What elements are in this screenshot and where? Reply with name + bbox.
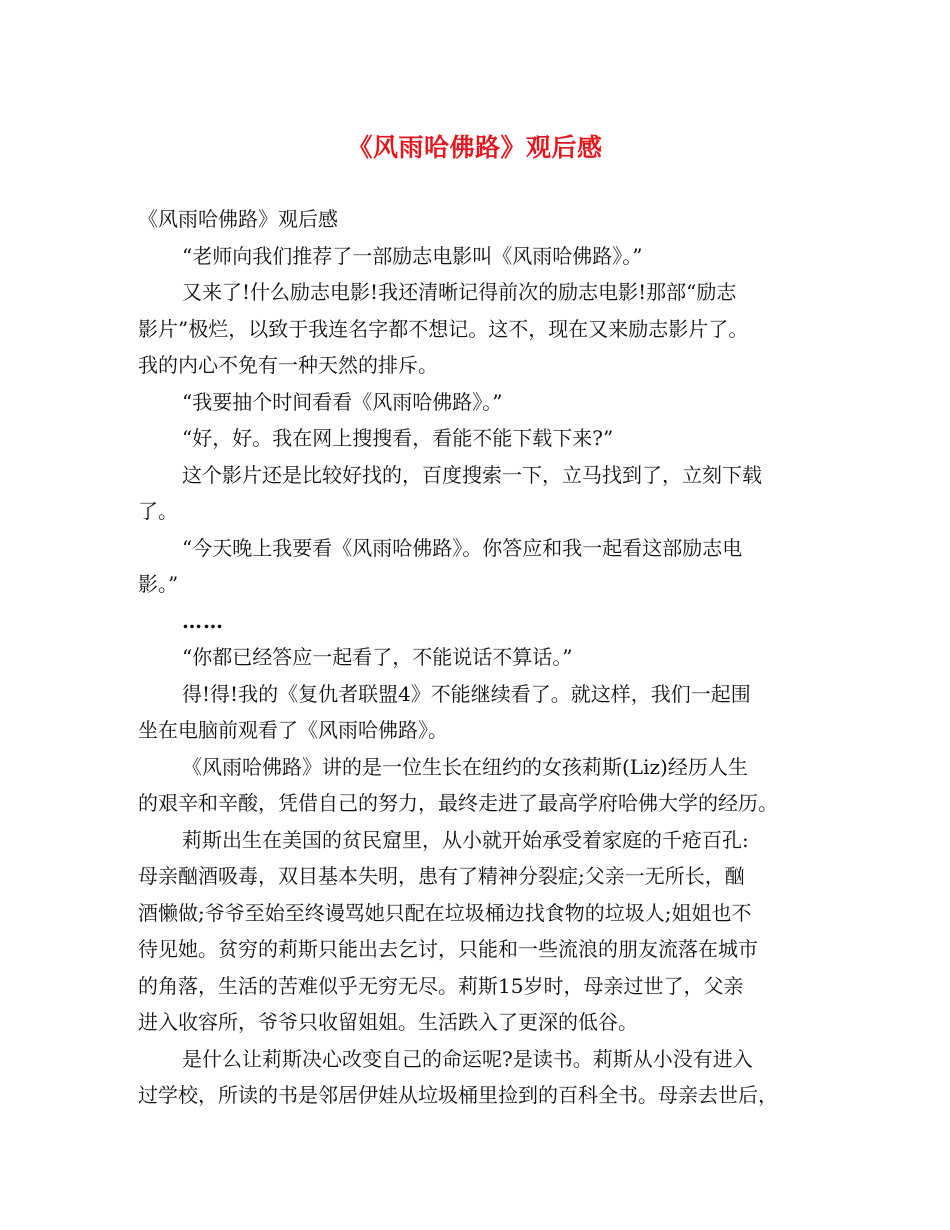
paragraph-line: 《风雨哈佛路》讲的是一位生长在纽约的女孩莉斯(Liz)经历人生 <box>182 754 748 779</box>
paragraph-line: 进入收容所，爷爷只收留姐姐。生活跌入了更深的低谷。 <box>138 1010 638 1034</box>
document-body <box>138 201 818 1114</box>
paragraph-line: 得!得!我的《复仇者联盟4》不能继续看了。就这样，我们一起围 <box>182 681 751 706</box>
paragraph-line: 是什么让莉斯决心改变自己的命运呢?是读书。莉斯从小没有进入 <box>182 1046 753 1071</box>
paragraph-line: 又来了!什么励志电影!我还清晰记得前次的励志电影!那部“励志 <box>182 280 737 304</box>
paragraph-line: 这个影片还是比较好找的，百度搜索一下，立马找到了，立刻下载 <box>182 462 762 487</box>
paragraph-line: 影片”极烂，以致于我连名字都不想记。这不，现在又来励志影片了。 <box>138 316 749 341</box>
paragraph-line: “好，好。我在网上搜搜看，看能不能下载下来?” <box>182 426 614 450</box>
document-title: 《风雨哈佛路》观后感 <box>347 133 603 162</box>
paragraph-line: “你都已经答应一起看了，不能说话不算话。” <box>182 645 573 669</box>
paragraph-line: “老师向我们推荐了一部励志电影叫《风雨哈佛路》。” <box>182 243 643 268</box>
paragraph-line: 的角落，生活的苦难似乎无穷无尽。莉斯15岁时，母亲过世了，父亲 <box>138 973 744 998</box>
paragraph-line: 了。 <box>138 499 178 523</box>
paragraph-line: 莉斯出生在美国的贫民窟里，从小就开始承受着家庭的千疮百孔: <box>182 827 749 852</box>
paragraph-line: 过学校，所读的书是邻居伊娃从垃圾桶里捡到的百科全书。母亲去世后， <box>138 1083 778 1107</box>
paragraph-line: 影。” <box>138 572 179 596</box>
paragraph-line: 酒懒做;爷爷至始至终谩骂她只配在垃圾桶边找食物的垃圾人;姐姐也不 <box>138 900 752 925</box>
subtitle-line: 《风雨哈佛路》观后感 <box>138 207 338 231</box>
ellipsis-line: …… <box>182 608 224 633</box>
paragraph-line: 母亲酗酒吸毒，双目基本失明，患有了精神分裂症;父亲一无所长，酗 <box>138 864 745 888</box>
paragraph-line: “我要抽个时间看看《风雨哈佛路》。” <box>182 389 503 414</box>
paragraph-line: 待见她。贫穷的莉斯只能出去乞讨，只能和一些流浪的朋友流落在城市 <box>138 937 758 961</box>
paragraph-line: “今天晚上我要看《风雨哈佛路》。你答应和我一起看这部励志电 <box>182 535 743 560</box>
paragraph-line: 我的内心不免有一种天然的排斥。 <box>138 353 438 377</box>
paragraph-line: 坐在电脑前观看了《风雨哈佛路》。 <box>138 718 448 742</box>
paragraph-line: 的艰辛和辛酸，凭借自己的努力，最终走进了最高学府哈佛大学的经历。 <box>138 791 778 815</box>
